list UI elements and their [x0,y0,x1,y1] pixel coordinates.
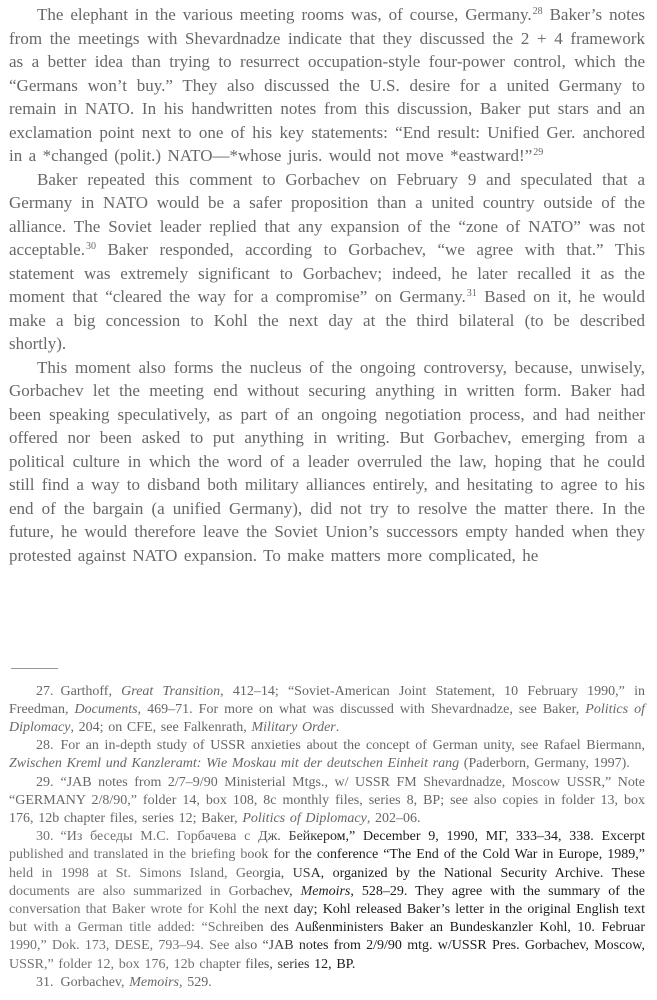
footnote-text-run: , 412–14; “Soviet-American Joint Statement, 10 February 1990,” in Freedman, [9,683,645,717]
body-text-run: Baker responded, according to Gorbachev, “we agree with that.” This statement was extremely significant to Gorbachev; indeed, he later recalled it as the moment that “cleared the way for a compromise” on Germany. [9,240,645,306]
footnote-text-run: , 469–71. For more on what was discussed with Shevardnadze, see Baker, [137,701,586,717]
footnote-ref-28: 28 [532,6,543,17]
footnote-number: 28. [36,738,54,754]
footnote-text-run: For an in-depth study of USSR anxieties about the concept of German unity, see Rafael Biermann, [60,738,645,754]
footnote-text-run: “JAB notes from 2/7–9/90 Ministerial Mtgs., w/ USSR FM Shevardnadze, Moscow USSR,” Note “GERMANY 2/8/90,” folder 14, box 108, 8c monthly files, series 8, BP; see also copies in folder 13, box 176, 12b chapter files, series 12; Baker, [9,774,645,826]
footnote-text-run: Garthoff, [60,683,122,699]
footnote-title-italic: Documents [74,701,138,717]
footnote-text-run: , 529. [179,974,212,990]
footnote-27 [9,683,645,738]
footnote-text-run: , 204; on CFE, see Falkenrath, [70,719,252,735]
footnote-text-run: . [335,719,340,735]
footnote-number: 29. [36,774,54,790]
footnote-number: 27. [36,683,54,699]
page-body [9,3,645,567]
footnote-text-run: , 202–06. [366,810,421,826]
footnote-title-italic: Memoirs [129,974,179,990]
footnotes-section [9,668,645,992]
footnote-title-italic: Zwischen Kreml und Kanzleramt: Wie Moskau mit der deutschen Einheit rang [9,756,460,772]
footnote-ref-30: 30 [85,241,96,252]
paragraph-3 [9,356,645,568]
footnote-29 [9,774,645,829]
footnote-28 [9,737,645,773]
footnote-text-run: , 528–29. They agree with the summary of the conversation that Baker wrote for Kohl the next day; Kohl released Baker’s letter in the original English text but with a German title added: “Schreiben des Außenministers Baker an Bundeskanzler Kohl, 10. Februar 1990,” Dok. 173, DESE, 793–94. See also “JAB notes from 2/9/90 mtg. w/USSR Pres. Gorbachev, Moscow, USSR,” folder 12, box 176, 12b chapter files, series 12, BP. [9,883,646,972]
footnote-title-italic: Politics of Diplomacy [9,701,645,735]
footnote-text-run: “Из беседы М.С. Горбачева с Дж. Бейкером,” December 9, 1990, МГ, 333–34, 338. Excerpt published and translated in the briefing book for the conference “The End of the Cold War in Europe, 1989,” held in 1998 at St. Simons Island, Georgia, USA, organized by the National Security Archive. These documents are also summarized in Gorbachev, [9,829,645,899]
footnote-title-italic: Politics of Diplomacy [242,810,367,826]
footnote-text-run: (Paderborn, Germany, 1997). [459,756,630,772]
footnote-31 [9,974,645,992]
paragraph-2 [9,168,645,356]
paragraph-1 [9,3,645,168]
footnote-title-italic: Military Order [251,719,336,735]
footnote-ref-29: 29 [533,147,544,158]
body-text-run: Baker’s notes from the meetings with Shevardnadze indicate that they discussed the 2 + 4 framework as a better idea than trying to resurrect occupation-style four-power control, which the “Germans won’t buy.” They also discussed the U.S. desire for a united Germany to remain in NATO. In his handwritten notes from this discussion, Baker put stars and an exclamation point next to one of his key statements: “End result: Unified Ger. anchored in a *changed (polit.) NATO—*whose juris. would not move *eastward!” [9,5,645,165]
body-text-run: The elephant in the various meeting rooms was, of course, Germany. [37,5,532,24]
body-text-run: Baker repeated this comment to Gorbachev on February 9 and speculated that a Germany in NATO would be a safer proposition than a united country outside of the alliance. The Soviet leader replied that any expansion of the “zone of NATO” was not acceptable. [9,169,645,259]
footnote-number: 31. [36,974,54,990]
footnote-divider [11,668,58,669]
body-text-run: Based on it, he would make a big concession to Kohl the next day at the third bilateral (to be described shortly). [9,287,645,353]
footnote-number: 30. [36,829,54,845]
footnote-30 [9,828,645,974]
body-text-run: This moment also forms the nucleus of the ongoing controversy, because, unwisely, Gorbachev let the meeting end without securing anything in written form. Baker had been speaking speculatively, as part of an ongoing negotiation process, and had neither offered nor been asked to put anything in writing. But Gorbachev, emerging from a political culture in which the word of a leader overruled the law, hoping that he could still find a way to disband both military alliances entirely, and hesitating to agree to his end of the bargain (a unified Germany), did not try to resolve the matter there. In the future, he would therefore leave the Soviet Union’s successors empty handed when they protested against NATO expansion. To make matters more complicated, he [9,357,645,565]
footnote-text-run: Gorbachev, [60,974,130,990]
footnote-title-italic: Great Transition [121,683,221,699]
footnote-title-italic: Memoirs [300,883,351,899]
footnote-ref-31: 31 [466,288,477,299]
